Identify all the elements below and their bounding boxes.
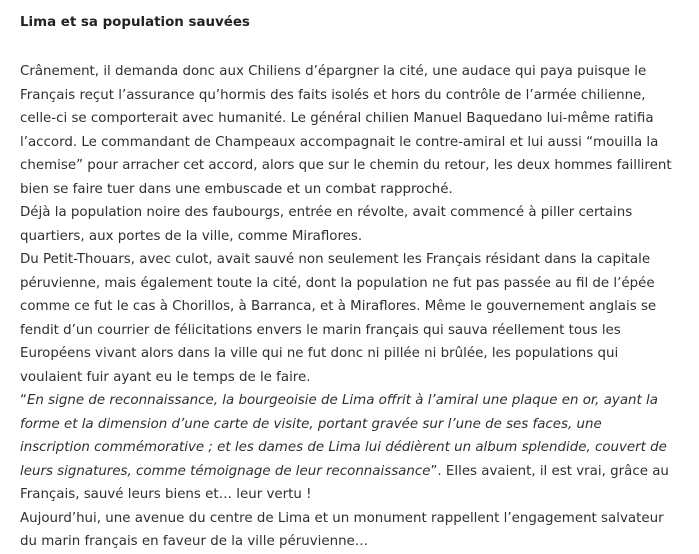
- text-line: [20, 460, 692, 484]
- text-line: [20, 436, 692, 460]
- paragraph-text: Crânement, il demanda donc aux Chiliens d’épargner la cité, une audace qui paya puisque le: [20, 64, 647, 79]
- article-body: [20, 60, 692, 554]
- text-line: [20, 107, 692, 131]
- paragraph-text: fendit d’un courrier de félicitations envers le marin français qui sauva réellement tous les: [20, 322, 621, 338]
- text-line: [20, 389, 692, 413]
- paragraph-text: l’accord. Le commandant de Champeaux accompagnait le contre-amiral et lui aussi “mouilla la: [20, 134, 659, 150]
- paragraph-text: Aujourd’hui, une avenue du centre de Lima et un monument rappellent l’engagement salvateur: [20, 510, 664, 526]
- paragraph-text: péruvienne, mais également toute la cité, dont la population ne fut pas passée au fil de l’épée: [20, 275, 655, 291]
- text-line: [20, 178, 692, 202]
- text-line: [20, 272, 692, 296]
- article-title: Lima et sa population sauvées: [20, 15, 250, 30]
- text-line: [20, 342, 692, 366]
- text-line: [20, 154, 692, 178]
- text-line: [20, 507, 692, 531]
- paragraph-text: chemise” pour arracher cet accord, alors que sur le chemin du retour, les deux hommes faillirent: [20, 158, 672, 173]
- text-line: [20, 84, 692, 108]
- quote-text: forme et la dimension d’une carte de visite, portant gravée sur l’une de ses faces, une: [20, 416, 602, 432]
- text-line: [20, 201, 692, 225]
- text-line: [20, 413, 692, 437]
- text-line: [20, 295, 692, 319]
- paragraph-text: quartiers, aux portes de la ville, comme Miraflores.: [20, 228, 363, 244]
- paragraph-text: Du Petit-Thouars, avec culot, avait sauvé non seulement les Français résidant dans la capitale: [20, 252, 651, 267]
- paragraph-text: Français reçut l’assurance qu’hormis des faits isolés et hors du contrôle de l’armée chilienne,: [20, 87, 646, 103]
- paragraph-text: Européens vivant alors dans la ville qui ne fut donc ni pillée ni brûlée, les populations qui: [20, 346, 619, 361]
- quote-text: En signe de reconnaissance, la bourgeoisie de Lima offrit à l’amiral une plaque en or, ayant la: [26, 393, 658, 408]
- paragraph-text: Déjà la population noire des faubourgs, entrée en révolte, avait commencé à piller certains: [20, 205, 633, 220]
- text-line: [20, 225, 692, 249]
- paragraph-text: Français, sauvé leurs biens et… leur vertu !: [20, 487, 312, 502]
- text-line: [20, 483, 692, 507]
- text-line: [20, 248, 692, 272]
- paragraph-text: voulaient fuir ayant eu le temps de le faire.: [20, 369, 311, 385]
- text-line: [20, 131, 692, 155]
- paragraph-text: comme ce fut le cas à Chorillos, à Barranca, et à Miraflores. Même le gouvernement anglais se: [20, 299, 657, 314]
- paragraph-text: bien se faire tuer dans une embuscade et un combat rapproché.: [20, 181, 453, 197]
- quote-text: leurs signatures, comme témoignage de leur reconnaissance: [20, 463, 431, 479]
- paragraph-text: celle-ci se comporterait avec humanité. Le général chilien Manuel Baquedano lui-même ratifia: [20, 111, 654, 126]
- quote-text: inscription commémorative ; et les dames de Lima lui dédièrent un album splendide, couvert de: [20, 440, 667, 455]
- paragraph-text: ”. Elles avaient, il est vrai, grâce au: [430, 463, 669, 479]
- text-line: [20, 366, 692, 390]
- paragraph-text: du marin français en faveur de la ville péruvienne…: [20, 534, 369, 549]
- paragraph-text: “: [20, 393, 27, 408]
- text-line: [20, 530, 692, 554]
- text-line: [20, 319, 692, 343]
- text-line: [20, 60, 692, 84]
